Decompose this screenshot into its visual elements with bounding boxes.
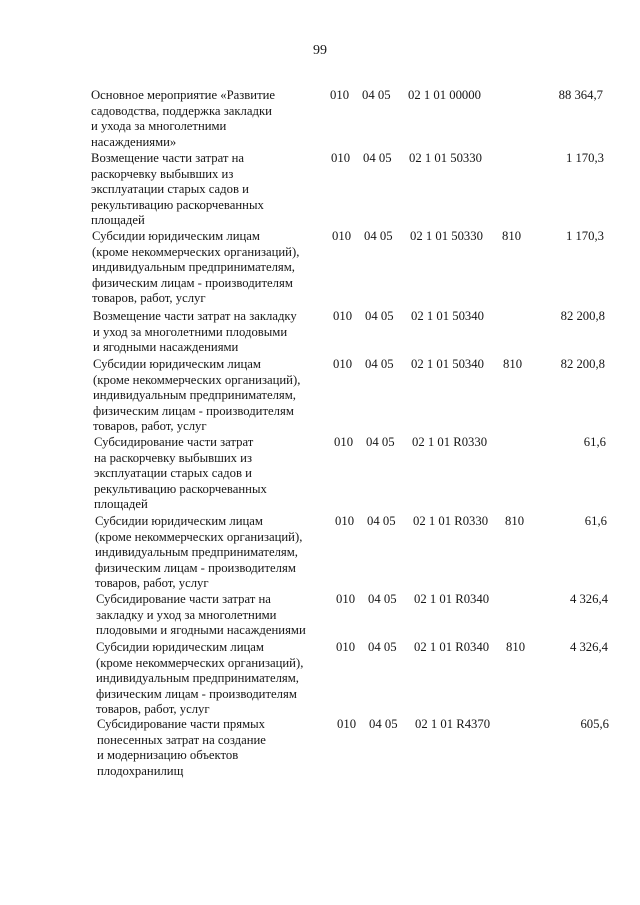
row-name <box>94 435 334 513</box>
amount: 1 170,3 <box>565 229 604 243</box>
section-code: 04 05 <box>363 151 392 165</box>
row-name-line: индивидуальным предпринимателям, <box>95 545 298 559</box>
row-name-line: физическим лицам - производителям <box>96 686 297 701</box>
row-name-line: физическим лицам - производителям <box>93 403 294 418</box>
row-name-line: Основное мероприятие «Развитие <box>91 88 276 102</box>
ministry-code: 010 <box>335 514 355 528</box>
expense-type-code: 810 <box>503 357 523 371</box>
row-name-line: эксплуатации старых садов и <box>94 466 252 480</box>
row-name-line: физическим лицам - производителям <box>95 560 296 575</box>
row-name-line: (кроме некоммерческих организаций), <box>95 529 303 544</box>
amount: 4 326,4 <box>569 592 608 606</box>
row-name-line: понесенных затрат на создание <box>97 732 266 747</box>
section-code: 04 05 <box>369 717 398 731</box>
row-name <box>92 229 332 307</box>
row-name-line: товаров, работ, услуг <box>92 291 206 305</box>
row-name-line: и уход за многолетними плодовыми <box>93 324 288 339</box>
amount: 61,6 <box>583 435 606 449</box>
row-name-line: Субсидии юридическим лицам <box>93 357 261 371</box>
row-name-line: закладку и уход за многолетними <box>96 607 277 622</box>
row-name <box>96 592 336 639</box>
row-name-line: Субсидирование части затрат на <box>96 592 271 606</box>
amount: 88 364,7 <box>558 88 603 102</box>
row-name <box>93 309 333 356</box>
target-code: 02 1 01 50340 <box>411 357 484 371</box>
row-name-line: товаров, работ, услуг <box>96 702 210 716</box>
row-name <box>95 514 335 592</box>
row-name-line: Субсидии юридическим лицам <box>96 640 264 654</box>
ministry-code: 010 <box>332 229 352 243</box>
section-code: 04 05 <box>362 88 391 102</box>
row-name-line: и ягодными насаждениями <box>93 340 239 354</box>
section-code: 04 05 <box>366 435 395 449</box>
amount: 4 326,4 <box>569 640 608 654</box>
section-code: 04 05 <box>365 357 394 371</box>
row-name <box>97 717 337 779</box>
target-code: 02 1 01 R0340 <box>414 592 490 606</box>
target-code: 02 1 01 R4370 <box>415 717 491 731</box>
ministry-code: 010 <box>337 717 357 731</box>
row-name-line: и ухода за многолетними <box>91 119 227 133</box>
ministry-code: 010 <box>334 435 354 449</box>
row-name-line: Субсидирование части прямых <box>97 717 265 731</box>
row-name-line: Возмещение части затрат на закладку <box>93 309 297 323</box>
row-name-line: (кроме некоммерческих организаций), <box>96 655 304 670</box>
amount: 82 200,8 <box>560 309 605 323</box>
target-code: 02 1 01 50330 <box>410 229 483 243</box>
section-code: 04 05 <box>367 514 396 528</box>
row-name-line: насаждениями» <box>91 134 177 149</box>
row-name-line: на раскорчевку выбывших из <box>94 450 252 465</box>
row-name-line: индивидуальным предпринимателям, <box>92 260 295 274</box>
row-name-line: площадей <box>91 213 145 227</box>
row-name-line: товаров, работ, услуг <box>93 419 207 433</box>
row-name-line: (кроме некоммерческих организаций), <box>93 372 301 387</box>
row-name-line: Субсидии юридическим лицам <box>95 514 263 528</box>
ministry-code: 010 <box>331 151 351 165</box>
row-name <box>91 88 331 150</box>
expense-type-code: 810 <box>505 514 525 528</box>
section-code: 04 05 <box>368 592 397 606</box>
section-code: 04 05 <box>364 229 393 243</box>
target-code: 02 1 01 R0340 <box>414 640 490 654</box>
row-name-line: садоводства, поддержка закладки <box>91 103 272 118</box>
expense-type-code: 810 <box>506 640 526 654</box>
row-name-line: физическим лицам - производителям <box>92 275 293 290</box>
amount: 605,6 <box>580 717 609 731</box>
ministry-code: 010 <box>336 592 356 606</box>
amount: 61,6 <box>584 514 607 528</box>
row-name-line: индивидуальным предпринимателям, <box>93 388 296 402</box>
section-code: 04 05 <box>368 640 397 654</box>
row-name-line: плодовыми и ягодными насаждениями <box>96 623 306 637</box>
row-name <box>96 640 336 718</box>
row-name-line: Субсидии юридическим лицам <box>92 229 260 243</box>
row-name-line: рекультивацию раскорчеванных <box>94 481 267 496</box>
ministry-code: 010 <box>333 357 353 371</box>
page-number: 99 <box>313 43 327 58</box>
target-code: 02 1 01 00000 <box>408 88 481 102</box>
amount: 82 200,8 <box>560 357 605 371</box>
ministry-code: 010 <box>333 309 353 323</box>
row-name-line: и модернизацию объектов <box>97 748 239 762</box>
expense-type-code: 810 <box>502 229 522 243</box>
row-name-line: плодохранилищ <box>97 763 184 778</box>
row-name-line: Субсидирование части затрат <box>94 435 254 449</box>
target-code: 02 1 01 R0330 <box>413 514 489 528</box>
row-name <box>91 151 331 229</box>
amount: 1 170,3 <box>565 151 604 165</box>
row-name-line: рекультивацию раскорчеванных <box>91 197 264 212</box>
row-name-line: (кроме некоммерческих организаций), <box>92 244 300 259</box>
row-name-line: раскорчевку выбывших из <box>91 166 234 181</box>
row-name-line: эксплуатации старых садов и <box>91 182 249 196</box>
target-code: 02 1 01 50340 <box>411 309 484 323</box>
row-name <box>93 357 333 435</box>
row-name-line: Возмещение части затрат на <box>91 151 245 165</box>
ministry-code: 010 <box>330 88 350 102</box>
row-name-line: площадей <box>94 497 148 511</box>
target-code: 02 1 01 R0330 <box>412 435 488 449</box>
ministry-code: 010 <box>336 640 356 654</box>
target-code: 02 1 01 50330 <box>409 151 482 165</box>
row-name-line: индивидуальным предпринимателям, <box>96 671 299 685</box>
row-name-line: товаров, работ, услуг <box>95 576 209 590</box>
section-code: 04 05 <box>365 309 394 323</box>
